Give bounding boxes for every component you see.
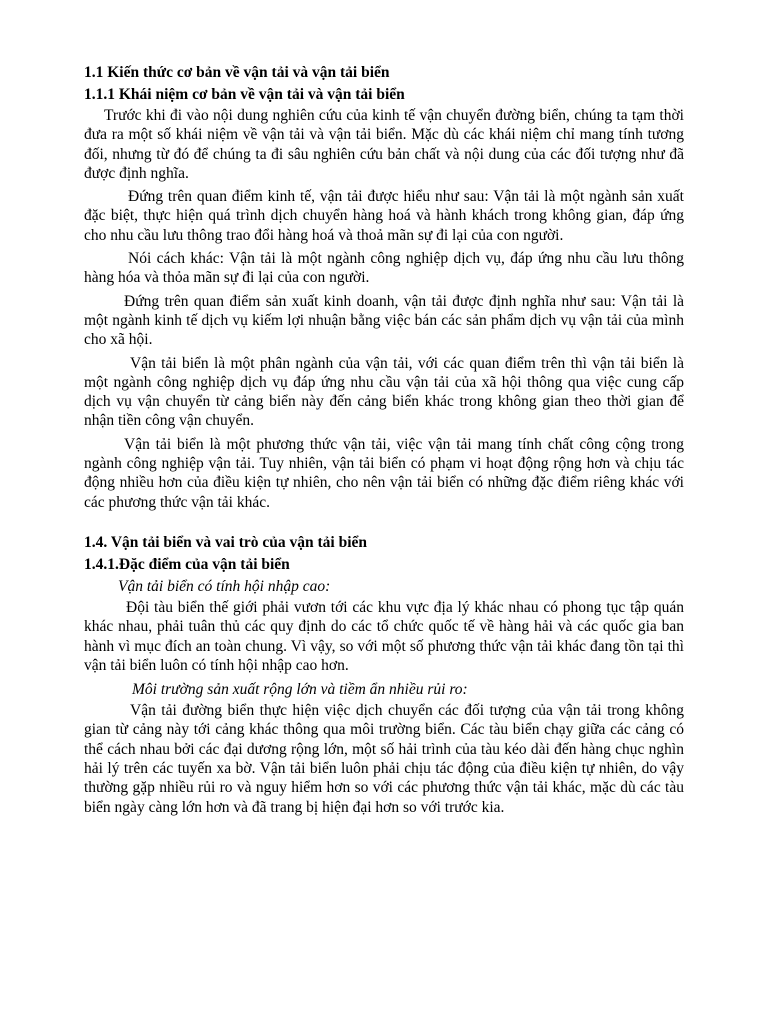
subsection-heading-1-1-1: 1.1.1 Khái niệm cơ bản về vận tải và vận tải biển bbox=[84, 86, 405, 103]
document-page bbox=[84, 62, 684, 821]
section-heading-1-4: 1.4. Vận tải biển và vai trò của vận tải biển bbox=[84, 533, 368, 551]
paragraph: Đội tàu biển thế giới phải vươn tới các khu vực địa lý khác nhau có phong tục tập quán khác nhau, phải tuân thủ các quy định do các tổ chức quốc tế về hàng hải và các quốc gia ban hành vì mục đích an toàn chung. Vì vậy, so với một số phương thức vận tải khác đang tồn tại thì vận tải biển luôn có tính hội nhập cao hơn. bbox=[84, 598, 684, 674]
subsection-heading-1-4-1: 1.4.1.Đặc điểm của vận tải biển bbox=[84, 555, 290, 573]
paragraph: Vận tải biển là một phương thức vận tải, việc vận tải mang tính chất công cộng trong ngành công nghiệp vận tải. Tuy nhiên, vận tải biển có phạm vi hoạt động rộng hơn và chịu tác động nhiều hơn của điều kiện tự nhiên, cho nên vận tải biển có những đặc điểm riêng khác với các phương thức vận tải khác. bbox=[84, 435, 684, 511]
paragraph: Đứng trên quan điểm kinh tế, vận tải được hiểu như sau: Vận tải là một ngành sản xuất đặc biệt, thực hiện quá trình dịch chuyển hàng hoá và hành khách trong không gian, đáp ứng cho nhu cầu lưu thông trao đổi hàng hoá và thoả mãn sự đi lại của con người. bbox=[84, 188, 684, 244]
paragraph: Vận tải đường biển thực hiện việc dịch chuyển các đối tượng của vận tải trong không gian từ cảng này tới cảng khác thông qua môi trường biển. Các tàu biển chạy giữa các cảng có thể cách nhau bởi các đại dương rộng lớn, một số hải trình của tàu kéo dài đến hàng chục nghìn hải lý trên các tuyến xa bờ. Vận tải biển luôn phải chịu tác động của điều kiện tự nhiên, do vậy thường gặp nhiều rủi ro và nguy hiểm hơn so với các phương thức vận tải khác, mặc dù các tàu biển ngày càng lớn hơn và đã trang bị hiện đại hơn so với trước kia. bbox=[84, 702, 684, 816]
section-spacer bbox=[84, 516, 684, 532]
item-title: Vận tải biển có tính hội nhập cao: bbox=[118, 577, 331, 595]
section-heading-1-1: 1.1 Kiến thức cơ bản về vận tải và vận tải biển bbox=[84, 64, 390, 81]
paragraph: Đứng trên quan điểm sản xuất kinh doanh, vận tải được định nghĩa như sau: Vận tải là một ngành kinh tế dịch vụ kiếm lợi nhuận bằng việc bán các sản phẩm dịch vụ vận tải của mình cho xã hội. bbox=[84, 292, 684, 349]
paragraph: Vận tải biển là một phân ngành của vận tải, với các quan điểm trên thì vận tải biển là một ngành công nghiệp dịch vụ đáp ứng nhu cầu vận tải của xã hội thông qua việc cung cấp dịch vụ vận chuyển từ cảng biển này đến cảng biển khác trong không gian theo thời gian để nhận tiền công vận chuyển. bbox=[84, 354, 684, 430]
paragraph: Nói cách khác: Vận tải là một ngành công nghiệp dịch vụ, đáp ứng nhu cầu lưu thông hàng hóa và thỏa mãn sự đi lại của con người. bbox=[84, 250, 684, 287]
item-title: Môi trường sản xuất rộng lớn và tiềm ẩn nhiều rủi ro: bbox=[132, 681, 468, 699]
paragraph: Trước khi đi vào nội dung nghiên cứu của kinh tế vận chuyển đường biển, chúng ta tạm thời đưa ra một số khái niệm về vận tải và vận tải biển. Mặc dù các khái niệm chỉ mang tính tương đối, nhưng từ đó để chúng ta đi sâu nghiên cứu bản chất và nội dung của các đối tượng như đã được định nghĩa. bbox=[84, 107, 684, 182]
